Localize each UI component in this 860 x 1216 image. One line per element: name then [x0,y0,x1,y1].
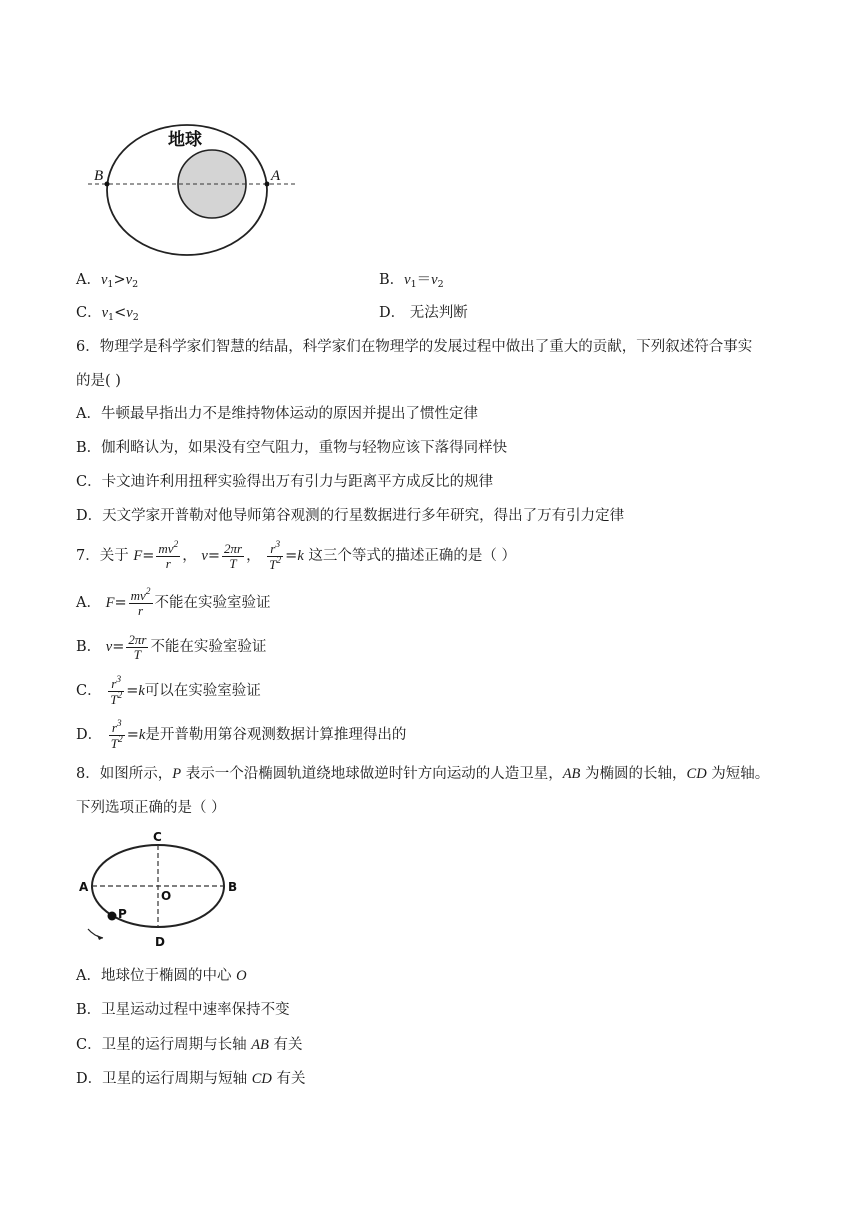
formula-f: $\frac{mv^2}{r}$ [158,540,179,571]
q6-option-b: B．伽利略认为，如果没有空气阻力，重物与轻物应该下落得同样快 [76,440,508,456]
earth-orbit-figure [80,118,305,260]
q8-stem-line1: 8．如图所示，P 表示一个沿椭圆轨道绕地球做逆时针方向运动的人造卫星，AB 为椭圆的长轴，CD 为短轴。 [76,766,770,782]
q7-stem: 7．关于 F= $\frac{mv^2}{r}$ ， v= $\frac{2\pi r}{T}$ ， $\frac{r^3}{T^2}$ =k 这三个等式的描述正确的是（ ） [76,539,516,572]
q5-option-a: A．$v_1>v_2$ [76,272,139,290]
label-p: P [118,907,127,921]
label-c: C [153,830,162,844]
q7-option-c: C． $\frac{r^3}{T^2}$ =k可以在实验室验证 [76,674,261,707]
formula-k: $\frac{r^3}{T^2}$ [269,539,282,572]
q8-option-c: C．卫星的运行周期与长轴 AB 有关 [76,1037,303,1053]
q6-option-c: C．卡文迪许利用扭秤实验得出万有引力与距离平方成反比的规律 [76,474,494,490]
q7-option-d: D． $\frac{r^3}{T^2}$ =k是开普勒用第谷观测数据计算推理得出的 [76,718,407,751]
label-a: A [79,880,89,894]
q5-option-b: B．$v_1=v_2$ [379,272,444,290]
point-b-label: B [94,168,104,184]
earth-label: 地球 [168,130,202,150]
q8-stem-line2: 下列选项正确的是（ ） [76,800,226,816]
satellite-orbit-figure [76,828,246,952]
q8-option-b: B．卫星运动过程中速率保持不变 [76,1002,290,1018]
point-a-dot [265,182,270,187]
q8-option-d: D．卫星的运行周期与短轴 CD 有关 [76,1071,306,1087]
q6-option-a: A．牛顿最早指出力不是维持物体运动的原因并提出了惯性定律 [76,406,478,422]
satellite-dot [108,912,117,921]
q8-option-a: A．地球位于椭圆的中心 O [76,968,247,984]
q6-stem-line2: 的是( ) [76,373,121,389]
point-b-dot [105,182,110,187]
q7-option-a: A． F= $\frac{mv^2}{r}$ 不能在实验室验证 [76,587,271,618]
q6-stem-line1: 6．物理学是科学家们智慧的结晶，科学家们在物理学的发展过程中做出了重大的贡献，下列叙述符合事实 [76,339,753,355]
point-a-label: A [271,168,281,184]
q5-option-d: D． 无法判断 [379,305,468,321]
label-o: O [161,889,172,903]
q5-option-c: C．$v_1<v_2$ [76,305,139,323]
formula-v: $\frac{2\pi r}{T}$ [223,540,243,571]
q6-option-d: D．天文学家开普勒对他导师第谷观测的行星数据进行多年研究，得出了万有引力定律 [76,508,625,524]
q7-option-b: B． v= $\frac{2\pi r}{T}$ 不能在实验室验证 [76,631,267,662]
direction-arrow [88,929,103,938]
label-d: D [155,935,165,949]
label-b: B [228,880,238,894]
